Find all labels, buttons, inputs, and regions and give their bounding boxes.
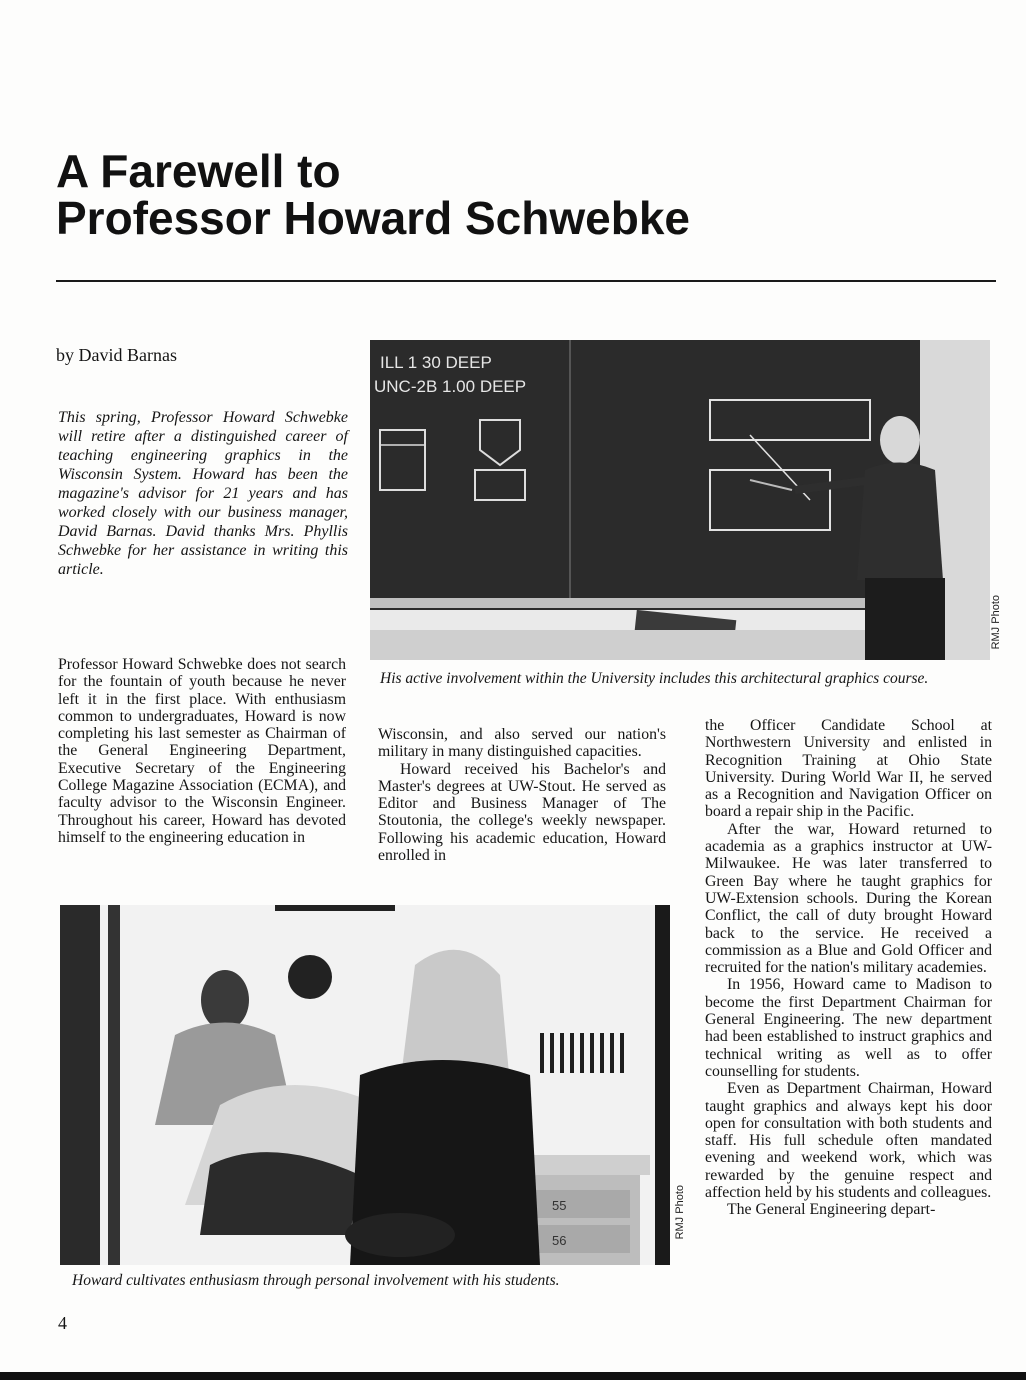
drawer-label-2: 56 [552, 1233, 567, 1248]
body-paragraph: Even as Department Chairman, Howard taught graphics and always kept his door open for consultation with both students and staff. His full schedule often mandated evening and weekend work, which was rewarded by the genuine respect and affection held by his students and colleagues. [705, 1080, 992, 1202]
article-title [56, 145, 690, 244]
body-column-1 [58, 656, 346, 846]
body-paragraph: The General Engineering depart- [727, 1201, 936, 1219]
photo1-credit: RMJ Photo [990, 595, 1002, 650]
page-bottom-edge [0, 1372, 1026, 1380]
body-paragraph: Howard received his Bachelor's and Master's degrees at UW-Stout. He served as Editor and Business Manager of The Stoutonia, the college's weekly newspaper. Following his academic education, Howard enrolled in [378, 760, 666, 865]
board-text-1: ILL 1 30 DEEP [380, 353, 492, 372]
photo2-credit: RMJ Photo [674, 1185, 686, 1240]
byline: by David Barnas [56, 345, 177, 365]
drawer-label-1: 55 [552, 1198, 567, 1213]
photo-professor-at-chalkboard [370, 340, 990, 660]
body-column-2 [378, 726, 666, 864]
title-divider [56, 280, 996, 282]
body-paragraph: Professor Howard Schwebke does not search for the fountain of youth because he never left it in the first place. With enthusiasm common to undergraduates, Howard is now completing his last semester as Chairman of the General Engineering Department, Executive Secretary of the Engineering College Magazine Association (ECMA), and faculty advisor to the Wisconsin Engineer. Throughout his career, Howard has devoted himself to the engineering education in [58, 656, 346, 846]
photo1-caption: His active involvement within the University includes this architectural graphics course. [380, 670, 929, 687]
photo2-caption: Howard cultivates enthusiasm through personal involvement with his students. [72, 1272, 560, 1289]
photo-students-drafting [60, 905, 670, 1265]
body-paragraph: In 1956, Howard came to Madison to become the first Department Chairman for General Engineering. The new department had been established to instruct graphics and technical writing as well as to offer counselling for students. [705, 976, 992, 1080]
board-text-2: UNC-2B 1.00 DEEP [374, 377, 527, 396]
intro-paragraph: This spring, Professor Howard Schwebke will retire after a distinguished career of teaching engineering graphics in the Wisconsin System. Howard has been the magazine's advisor for 21 years and has worked closely with our business manager, David Barnas. David thanks Mrs. Phyllis Schwebke for her assistance in writing this article. [58, 409, 348, 578]
body-paragraph: After the war, Howard returned to academia as a graphics instructor at UW-Milwaukee. He was later transferred to Green Bay where he taught graphics for UW-Extension schools. During the Korean Conflict, the call of duty brought Howard back to the service. He received a commission as a Blue and Gold Officer and recruited for the nation's military academies. [705, 820, 992, 977]
page-number: 4 [58, 1313, 67, 1333]
body-paragraph: the Officer Candidate School at Northwestern University and enlisted in Recognition Training at Ohio State University. During World War II, he served as a Recognition and Navigation Officer on board a repair ship in the Pacific. [705, 717, 992, 821]
body-paragraph: Wisconsin, and also served our nation's military in many distinguished capacities. [378, 726, 666, 761]
title-line-2: Professor Howard Schwebke [56, 192, 690, 244]
body-column-3 [705, 717, 992, 1219]
title-line-1: A Farewell to [56, 145, 341, 197]
